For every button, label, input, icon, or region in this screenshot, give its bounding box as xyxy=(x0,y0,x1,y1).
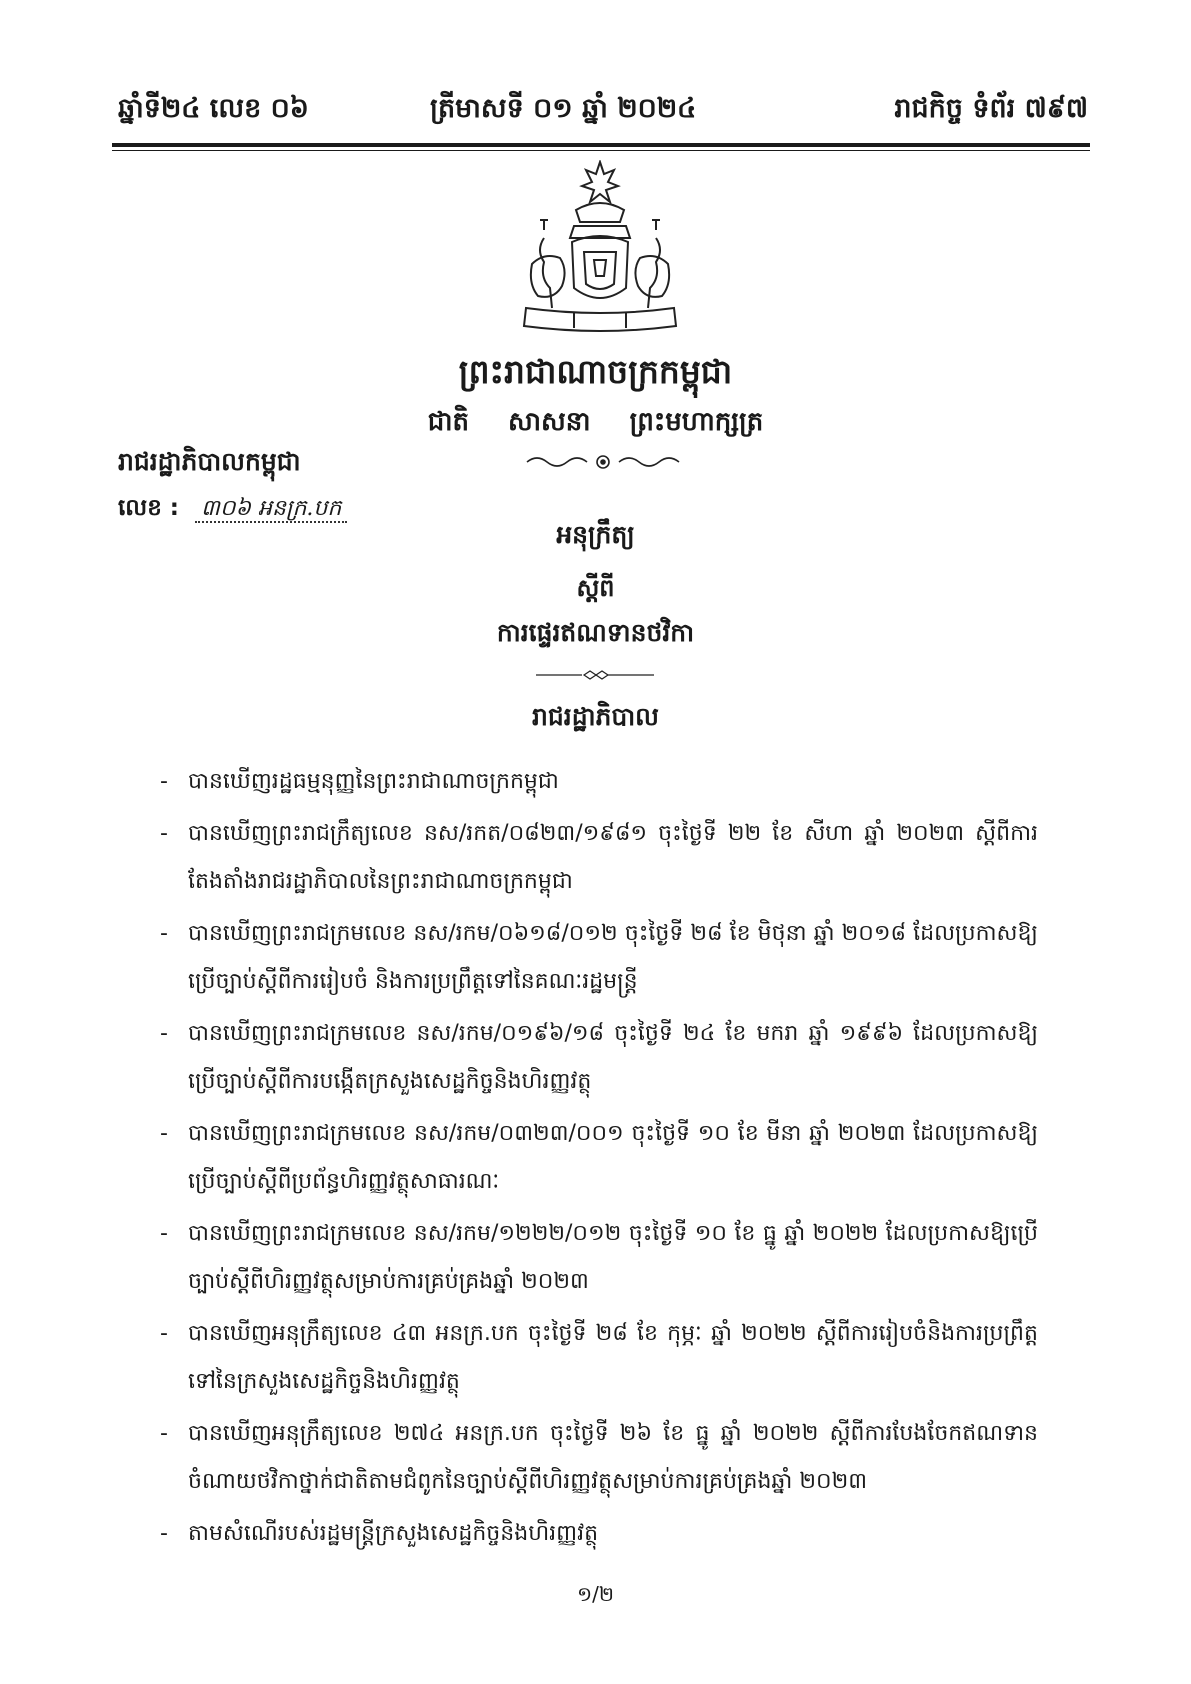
list-item: - បានឃើញរដ្ឋធម្មនុញ្ញនៃព្រះរាជាណាចក្រកម្ពុជា xyxy=(160,769,559,794)
clause-text: បានឃើញអនុក្រឹត្យលេខ ២៧៤ អនក្រ.បក ចុះថ្ងៃទី ២៦ ខែ ធ្នូ ឆ្នាំ ២០២២ ស្តីពីការបែងចែកឥណទានចំណាយថវិកាថ្នាក់ជាតិតាមជំពូកនៃច្បាប់ស្តីពីហិរញ្ញវត្ថុសម្រាប់ការគ្រប់គ្រងឆ្នាំ ២០២៣ xyxy=(188,1421,1038,1494)
list-item: - បានឃើញព្រះរាជក្រមលេខ នស/រកម/០៣២៣/០០១ ចុះថ្ងៃទី ១០ ខែ មីនា ឆ្នាំ ២០២៣ ដែលប្រកាសឱ្យប្រើច្បាប់ស្តីពីប្រព័ន្ធហិរញ្ញវត្ថុសាធារណៈ xyxy=(160,1121,1038,1194)
list-item: - បានឃើញព្រះរាជក្រមលេខ នស/រកម/០៦១៨/០១២ ចុះថ្ងៃទី ២៨ ខែ មិថុនា ឆ្នាំ ២០១៨ ដែលប្រកាសឱ្យប្រើច្បាប់ស្តីពីការរៀបចំ និងការប្រព្រឹត្តទៅនៃគណៈរដ្ឋមន្ត្រី xyxy=(160,921,1038,994)
clause-text: បានឃើញរដ្ឋធម្មនុញ្ញនៃព្រះរាជាណាចក្រកម្ពុជា xyxy=(188,769,559,794)
header-rule-thin xyxy=(112,150,1090,151)
list-item: - បានឃើញព្រះរាជក្រឹត្យលេខ នស/រកត/០៨២៣/១៩៨១ ចុះថ្ងៃទី ២២ ខែ សីហា ឆ្នាំ ២០២៣ ស្តីពីការតែងតាំងរាជរដ្ឋាភិបាលនៃព្រះរាជាណាចក្រកម្ពុជា xyxy=(160,821,1038,894)
national-motto: ជាតិ សាសនា ព្រះមហាក្សត្រ xyxy=(427,407,764,437)
kingdom-title: ព្រះរាជាណាចក្រកម្ពុជា xyxy=(458,352,733,391)
list-item: - បានឃើញអនុក្រឹត្យលេខ ៤៣ អនក្រ.បក ចុះថ្ងៃទី ២៨ ខែ កុម្ភៈ ឆ្នាំ ២០២២ ស្តីពីការរៀបចំនិងការប្រព្រឹត្តទៅនៃក្រសួងសេដ្ឋកិច្ចនិងហិរញ្ញវត្ថុ xyxy=(160,1321,1038,1394)
title-divider-icon xyxy=(536,669,654,681)
title-on: ស្តីពី xyxy=(576,574,615,602)
list-item: - បានឃើញព្រះរាជក្រមលេខ នស/រកម/១២២២/០១២ ចុះថ្ងៃទី ១០ ខែ ធ្នូ ឆ្នាំ ២០២២ ដែលប្រកាសឱ្យប្រើច្បាប់ស្តីពីហិរញ្ញវត្ថុសម្រាប់ការគ្រប់គ្រងឆ្នាំ ២០២៣ xyxy=(160,1221,1038,1294)
gazette-quarter: ត្រីមាសទី ០១ ឆ្នាំ ២០២៤ xyxy=(430,93,697,124)
ornament-divider-icon xyxy=(523,452,683,472)
page-number: ១/២ xyxy=(576,1582,614,1606)
royal-coat-of-arms-icon xyxy=(514,160,686,340)
clause-text: បានឃើញព្រះរាជក្រមលេខ នស/រកម/០១៩៦/១៨ ចុះថ្ងៃទី ២៤ ខែ មករា ឆ្នាំ ១៩៩៦ ដែលប្រកាសឱ្យប្រើច្បាប់ស្តីពីការបង្កើតក្រសួងសេដ្ឋកិច្ចនិងហិរញ្ញវត្ថុ xyxy=(188,1021,1038,1094)
clause-text: បានឃើញអនុក្រឹត្យលេខ ៤៣ អនក្រ.បក ចុះថ្ងៃទី ២៨ ខែ កុម្ភៈ ឆ្នាំ ២០២២ ស្តីពីការរៀបចំនិងការប្រព្រឹត្តទៅនៃក្រសួងសេដ្ឋកិច្ចនិងហិរញ្ញវត្ថុ xyxy=(188,1321,1038,1394)
government-name: រាជរដ្ឋាភិបាលកម្ពុជា xyxy=(118,447,301,476)
list-item: - បានឃើញព្រះរាជក្រមលេខ នស/រកម/០១៩៦/១៨ ចុះថ្ងៃទី ២៤ ខែ មករា ឆ្នាំ ១៩៩៦ ដែលប្រកាសឱ្យប្រើច្បាប់ស្តីពីការបង្កើតក្រសួងសេដ្ឋកិច្ចនិងហិរញ្ញវត្ថុ xyxy=(160,1021,1038,1094)
clause-text: បានឃើញព្រះរាជក្រឹត្យលេខ នស/រកត/០៨២៣/១៩៨១ ចុះថ្ងៃទី ២២ ខែ សីហា ឆ្នាំ ២០២៣ ស្តីពីការតែងតាំងរាជរដ្ឋាភិបាលនៃព្រះរាជាណាចក្រកម្ពុជា xyxy=(188,821,1038,894)
header-rule-thick xyxy=(112,143,1090,147)
clause-text: បានឃើញព្រះរាជក្រមលេខ នស/រកម/០៣២៣/០០១ ចុះថ្ងៃទី ១០ ខែ មីនា ឆ្នាំ ២០២៣ ដែលប្រកាសឱ្យប្រើច្បាប់ស្តីពីប្រព័ន្ធហិរញ្ញវត្ថុសាធារណៈ xyxy=(188,1121,1038,1194)
document-number-value: ៣០៦ អនក្រ.បក xyxy=(195,496,347,523)
issuer-heading: រាជរដ្ឋាភិបាល xyxy=(532,702,659,731)
document-type: អនុក្រឹត្យ xyxy=(556,520,635,549)
clause-text: បានឃើញព្រះរាជក្រមលេខ នស/រកម/០៦១៨/០១២ ចុះថ្ងៃទី ២៨ ខែ មិថុនា ឆ្នាំ ២០១៨ ដែលប្រកាសឱ្យប្រើច្បាប់ស្តីពីការរៀបចំ និងការប្រព្រឹត្តទៅនៃគណៈរដ្ឋមន្ត្រី xyxy=(188,921,1038,994)
considerations-list xyxy=(160,758,1038,1562)
clause-text: បានឃើញព្រះរាជក្រមលេខ នស/រកម/១២២២/០១២ ចុះថ្ងៃទី ១០ ខែ ធ្នូ ឆ្នាំ ២០២២ ដែលប្រកាសឱ្យប្រើច្បាប់ស្តីពីហិរញ្ញវត្ថុសម្រាប់ការគ្រប់គ្រងឆ្នាំ ២០២៣ xyxy=(188,1221,1038,1294)
document-number-label: លេខ : xyxy=(118,495,180,521)
list-item: - តាមសំណើរបស់រដ្ឋមន្ត្រីក្រសួងសេដ្ឋកិច្ចនិងហិរញ្ញវត្ថុ xyxy=(160,1521,599,1546)
list-item: - បានឃើញអនុក្រឹត្យលេខ ២៧៤ អនក្រ.បក ចុះថ្ងៃទី ២៦ ខែ ធ្នូ ឆ្នាំ ២០២២ ស្តីពីការបែងចែកឥណទានចំណាយថវិកាថ្នាក់ជាតិតាមជំពូកនៃច្បាប់ស្តីពីហិរញ្ញវត្ថុសម្រាប់ការគ្រប់គ្រងឆ្នាំ ២០២៣ xyxy=(160,1421,1038,1494)
gazette-year-issue: ឆ្នាំទី២៤ លេខ ០៦ xyxy=(118,93,309,124)
document-subject: ការផ្ទេរឥណទានថវិកា xyxy=(496,618,695,647)
clause-text: តាមសំណើរបស់រដ្ឋមន្ត្រីក្រសួងសេដ្ឋកិច្ចនិងហិរញ្ញវត្ថុ xyxy=(188,1521,599,1546)
gazette-header xyxy=(118,92,1088,142)
gazette-page: រាជកិច្ច ទំព័រ ៧៩៧ xyxy=(894,93,1088,124)
